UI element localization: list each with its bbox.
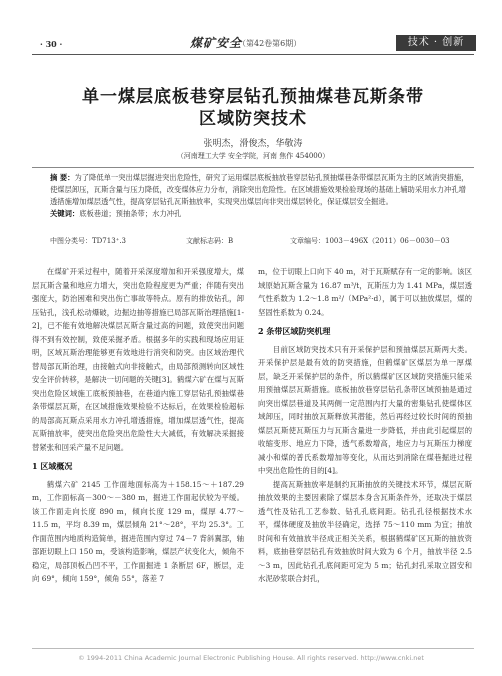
journal-name: 煤矿安全 bbox=[190, 36, 243, 50]
article-no-label: 文章编号： bbox=[290, 237, 325, 245]
keywords bbox=[50, 208, 470, 220]
continued-paragraph: m，位于切眼上口向下 40 m，对于瓦斯赋存有一定的影响。该区域原始瓦斯含量为 16.87 m³/t，瓦斯压力为 1.41 MPa，煤层透气性系数为 1.2～1.8 m²/（MPa²·d），属于可以抽放煤层，煤的坚固性系数为 0.24。 bbox=[258, 267, 472, 317]
clc-label: 中图分类号： bbox=[50, 237, 92, 245]
abstract bbox=[50, 172, 470, 208]
abstract-label: 摘 要： bbox=[50, 173, 75, 182]
page-number: · 30 · bbox=[40, 39, 63, 49]
doc-code-value: B bbox=[228, 237, 234, 245]
section-1-heading: 1 区域概况 bbox=[32, 461, 73, 471]
clc-number bbox=[50, 236, 126, 246]
authors: 张明杰，滑俊杰，华敬涛 bbox=[203, 139, 303, 149]
abstract-block bbox=[50, 172, 470, 220]
section-2-heading: 2 条带区域防突机理 bbox=[258, 326, 331, 336]
section-2-paragraph-2: 提高瓦斯抽放率是制约瓦斯抽放的关键技术环节，煤层瓦斯抽放效果的主要因素除了煤层本身含瓦斯条件外，还取决于煤层透气性及钻孔工艺参数、钻孔孔底间距。钻孔孔径根据技术水平，煤体硬度及抽放半径确定，选择 75～110 mm 为宜；抽放时间和有效抽放半径成正相关关系，根据鹤煤矿区瓦斯的抽放资料，底抽巷穿层钻孔有效抽放时间大致为 6 个月，抽放半径 2.5～3 m，因此钻孔孔底间距可定为 5 m；钻孔封孔采取立固安和水泥砂浆联合封孔， bbox=[258, 479, 472, 583]
abstract-rule bbox=[32, 167, 474, 168]
article-title-line2: 区域防突技术 bbox=[199, 109, 307, 129]
journal-volume: （第42卷第6期） bbox=[238, 39, 302, 48]
doc-code-label: 文献标志码： bbox=[186, 237, 228, 245]
affiliation: （河南理工大学 安全学院，河南 焦作 454000） bbox=[176, 152, 330, 160]
doc-code bbox=[186, 236, 233, 246]
copyright-footer: © 1994-2011 China Academic Journal Electronic Publishing House. All rights reserved. http://www.cnki.net bbox=[78, 654, 424, 662]
section-tag: 技术 · 创新 bbox=[396, 35, 476, 51]
header-rule bbox=[32, 54, 474, 55]
section-1-paragraph: 鹤煤六矿 2145 工作面地面标高为＋158.15～＋187.29 m，工作面标高－300～－380 m，掘进工作面起伏较为平缓。该工作面走向长度 890 m，倾向长度 129 m，煤厚 4.77～11.5 m，平均 8.39 m，煤层倾角 21°～28°，平均 25.3°。工作面范围内地质构造简单，掘进范围内穿过 74－7 背斜翼部，轴部距切眼上口 150 m，受该构造影响，煤层产状变化大，倾角不稳定，局部顶板凸凹不平，工作面掘进 1 条断层 6F，断层，走向 69°，倾向 159°，倾角 55°，落差 7 bbox=[32, 479, 244, 583]
footer-rule bbox=[32, 648, 474, 649]
right-column bbox=[258, 265, 472, 586]
keywords-label: 关键词： bbox=[50, 209, 80, 218]
keywords-text: 底板巷道；预抽条带；水力冲孔 bbox=[79, 209, 182, 218]
section-2-paragraph-1: 目前区域防突技术只有开采保护层和预抽煤层瓦斯两大类。开采保护层是最有效的防突措施，但鹤煤矿区煤层为单一厚煤层，缺乏开采保护层的条件，所以鹤煤矿区区域防突措施只能采用预抽煤层瓦斯措施。底板抽放巷穿层钻孔条带区域预抽是通过向突出煤层巷道及其两侧一定范围内打大量的密集钻孔使煤体区域卸压，同时抽放瓦斯释放其潜能，然后再经过较长时间的预抽煤层瓦斯使瓦斯压力与瓦斯含量进一步降低，并由此引起煤层的收缩变形、地应力下降，透气系数增高，地应力与瓦斯压力梯度减小和煤的普氏系数增加等变化，从而达到消除在煤巷掘进过程中突出危险性的目的[4]。 bbox=[258, 344, 472, 475]
clc-value: TD713⁺.3 bbox=[92, 237, 127, 245]
article-number bbox=[290, 236, 450, 246]
article-no-value: 1003－496X（2011）06－0030－03 bbox=[325, 237, 450, 245]
article-title-line1: 单一煤层底板巷穿层钻孔预抽煤巷瓦斯条带 bbox=[82, 87, 424, 107]
intro-paragraph: 在煤矿开采过程中，随着开采深度增加和开采强度增大，煤层瓦斯含量和地应力增大，突出危险程度更为严重；伴随有突出强度大，防治困难和突出伤亡事故等特点。原有的排放钻孔，卸压钻孔，浅孔松动爆破，边掘边抽等措施已局部瓦斯治理措施[1-2]，已不能有效地解决煤层瓦斯含量过高的问题，致使突出问题得不到有效控制，致使采掘矛盾。根据多年的实践和现场应用证明，区域瓦斯治理能够更有效地进行消突和防突。由区域治理代替局部瓦斯治理，由接触式向非接触式，由局部预测转向区域性安全评价转移，是解决一切问题的关键[3]。鹤煤六矿在煤与瓦斯突出危险区域施工底板预抽巷，在巷道内施工穿层钻孔预抽煤巷条带煤层瓦斯，在区域措施效果检验不达标后，在效果检验超标的局部高瓦斯点采用水力冲孔增透措施，增加煤层透气性，提高瓦斯抽放率，使突出危险突出危险性大大减低，有效解决采掘接替紧张和回采产量不足问题。 bbox=[32, 267, 244, 452]
left-column bbox=[32, 265, 244, 586]
abstract-text: 为了降低单一突出煤层掘进突出危险性，研究了运用煤层底板抽放巷穿层钻孔预抽煤巷条带煤层瓦斯为主的区域消突措施，使煤层卸压，瓦斯含量与压力降低，改变煤体应力分布，消除突出危险性。在区域措施效果检验现场的基础上辅助采用水力冲孔增透措施增加煤层透气性，提高穿层钻孔瓦斯抽放率，实现突出煤层向非突出煤层转化，保证煤层安全掘进。 bbox=[50, 173, 469, 206]
